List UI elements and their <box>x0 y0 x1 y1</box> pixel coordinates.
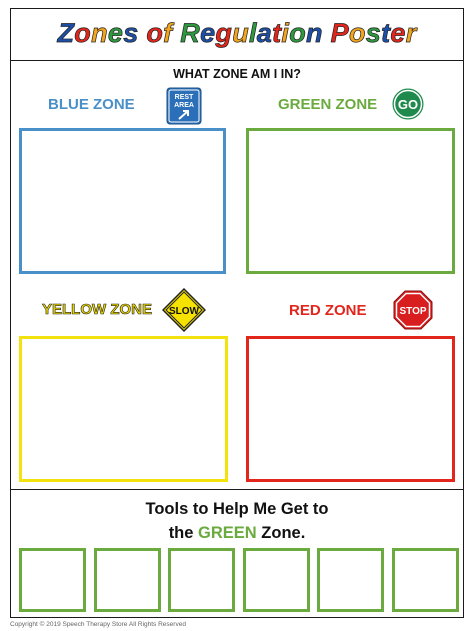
yellow-zone-box <box>19 336 228 482</box>
red-zone-box <box>246 336 455 482</box>
title-letter: i <box>281 18 290 48</box>
tool-box <box>243 548 310 612</box>
rest-sign-line2: AREA <box>174 102 194 109</box>
slow-sign-text: SLOW <box>169 306 199 317</box>
title-letter <box>323 18 331 49</box>
rest-area-sign-icon <box>166 87 202 125</box>
go-sign-text: GO <box>397 97 419 112</box>
tools-line2-green: GREEN <box>198 524 257 542</box>
tools-heading-line1: Tools to Help Me Get to <box>145 500 329 518</box>
green-zone-label: GREEN ZONE <box>278 96 378 113</box>
stop-sign-icon <box>393 290 433 330</box>
yellow-zone-label: YELLOW ZONE <box>42 301 152 318</box>
zone-question: WHAT ZONE AM I IN? <box>173 67 301 81</box>
poster-sheet <box>10 8 464 618</box>
title-bar <box>11 9 463 61</box>
title-letter: o <box>74 18 92 48</box>
title-letter: a <box>256 18 273 48</box>
title-letter: e <box>200 18 216 48</box>
tools-heading <box>11 497 463 545</box>
title-letter: R <box>180 18 201 48</box>
title-letter: g <box>215 18 233 48</box>
title-letter: o <box>289 18 307 48</box>
tool-boxes-row <box>19 548 459 612</box>
copyright-notice: Copyright © 2019 Speech Therapy Store All Rights Reserved <box>10 621 186 628</box>
tool-box <box>392 548 459 612</box>
slow-sign-icon <box>162 288 206 332</box>
tools-heading-line2 <box>11 521 463 545</box>
tool-box <box>168 548 235 612</box>
title-letter: u <box>232 18 249 48</box>
title-letter: Z <box>57 18 75 48</box>
tool-box <box>94 548 161 612</box>
tool-box <box>317 548 384 612</box>
go-sign-icon <box>391 87 425 121</box>
title-letter: o <box>146 18 164 48</box>
blue-zone-label: BLUE ZONE <box>48 96 135 113</box>
title-letter: e <box>107 18 124 48</box>
title-letter: e <box>390 18 406 48</box>
title-letter: t <box>381 18 391 48</box>
tools-line2-prefix: the <box>168 524 199 542</box>
green-zone-box <box>246 128 455 274</box>
title-letter: t <box>272 18 282 48</box>
title-letter: o <box>348 18 366 48</box>
blue-zone-box <box>19 128 226 274</box>
title-letter: n <box>306 18 323 48</box>
rest-sign-line1: REST <box>174 94 194 101</box>
tool-box <box>19 548 86 612</box>
title-letter: P <box>330 18 349 48</box>
title-letter: r <box>405 18 417 48</box>
title-letter: s <box>123 18 139 48</box>
title-letter: s <box>365 18 382 48</box>
tools-line2-suffix: Zone. <box>256 524 306 542</box>
title-letter: n <box>91 18 108 48</box>
red-zone-label: RED ZONE <box>289 302 367 319</box>
poster-title <box>57 18 416 49</box>
title-letter: l <box>248 18 257 48</box>
tools-divider <box>11 489 463 490</box>
stop-sign-text: STOP <box>399 306 427 317</box>
title-letter: f <box>163 18 173 48</box>
